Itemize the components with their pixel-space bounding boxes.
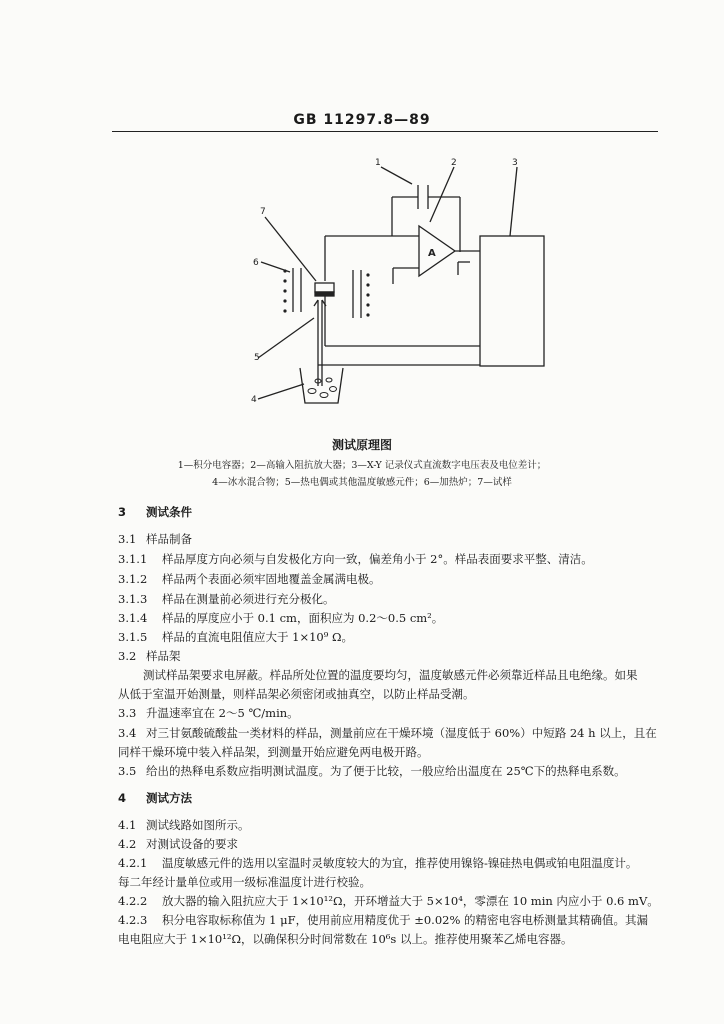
figure-caption-line-1: 1—积分电容器；2—高输入阻抗放大器；3—X-Y 记录仪式直流数字电压表及电位差计； — [177, 460, 547, 471]
amplifier-symbol: A — [428, 248, 436, 259]
clause-3-4-cont: 同样干燥环境中装入样品架，到测量开始应避免两电极开路。 — [118, 745, 429, 759]
clause-3-2-body-2: 从低于室温开始测量，则样品架必须密闭或抽真空，以防止样品受潮。 — [118, 687, 475, 701]
label-4: 4 — [251, 395, 257, 405]
clause-3-1: 3.1 样品制备 — [118, 532, 192, 546]
label-7: 7 — [260, 207, 266, 217]
label-6: 6 — [253, 258, 259, 268]
clause-3-4: 3.4 对三甘氨酸硫酸盐一类材料的样品，测量前应在干燥环境（湿度低于 60%）中短路 24 h 以上，且在 — [118, 726, 657, 740]
clause-3-1-4: 3.1.4 样品的厚度应小于 0.1 cm，面积应为 0.2～0.5 cm²。 — [118, 611, 444, 625]
clause-4-2-3-cont: 电电阻应大于 1×10¹²Ω，以确保积分时间常数在 10⁶s 以上。推荐使用聚苯乙烯电容器。 — [118, 932, 573, 946]
clause-3-3: 3.3 升温速率宜在 2～5 ℃/min。 — [118, 706, 299, 720]
clause-3-2-body-1: 测试样品架要求电屏蔽。样品所处位置的温度要均匀，温度敏感元件必须靠近样品且电绝缘。如果 — [143, 668, 638, 682]
clause-4-2-3: 4.2.3 积分电容取标称值为 1 μF，使用前应用精度优于 ±0.02% 的精密电容电桥测量其精确值。其漏 — [118, 913, 649, 927]
clause-3-1-2: 3.1.2 样品两个表面必须牢固地覆盖金属满电极。 — [118, 572, 381, 586]
clause-3-1-5: 3.1.5 样品的直流电阻值应大于 1×10⁹ Ω。 — [118, 630, 354, 644]
clause-4-2-1-cont: 每二年经计量单位或用一级标准温度计进行校验。 — [118, 875, 371, 889]
label-2: 2 — [451, 158, 457, 168]
figure-title: 测试原理图 — [331, 438, 392, 452]
clause-3-1-3: 3.1.3 样品在测量前必须进行充分极化。 — [118, 592, 335, 606]
page-header: GB 11297.8—89 — [293, 112, 431, 128]
label-5: 5 — [254, 353, 260, 363]
label-1: 1 — [375, 158, 381, 168]
clause-4-1: 4.1 测试线路如图所示。 — [118, 818, 250, 832]
clause-3-2: 3.2 样品架 — [118, 649, 181, 663]
circuit-diagram — [0, 0, 724, 430]
clause-4-2: 4.2 对测试设备的要求 — [118, 837, 238, 851]
clause-4-2-2: 4.2.2 放大器的输入阻抗应大于 1×10¹²Ω，开环增益大于 5×10⁴，零漂在 10 min 内应小于 0.6 mV。 — [118, 894, 659, 908]
section-3-heading: 3 测试条件 — [118, 505, 192, 519]
section-4-heading: 4 测试方法 — [118, 791, 192, 805]
clause-3-5: 3.5 给出的热释电系数应指明测试温度。为了便于比较，一般应给出温度在 25℃下的热释电系数。 — [118, 764, 626, 778]
clause-4-2-1: 4.2.1 温度敏感元件的选用以室温时灵敏度较大的为宜，推荐使用镍铬-镍硅热电偶或铂电阻温度计。 — [118, 856, 638, 870]
clause-3-1-1: 3.1.1 样品厚度方向必须与自发极化方向一致，偏差角小于 2°。样品表面要求平整、清洁。 — [118, 552, 593, 566]
figure-caption-line-2: 4—冰水混合物；5—热电偶或其他温度敏感元件；6—加热炉；7—试样 — [212, 477, 512, 488]
label-3: 3 — [512, 158, 518, 168]
